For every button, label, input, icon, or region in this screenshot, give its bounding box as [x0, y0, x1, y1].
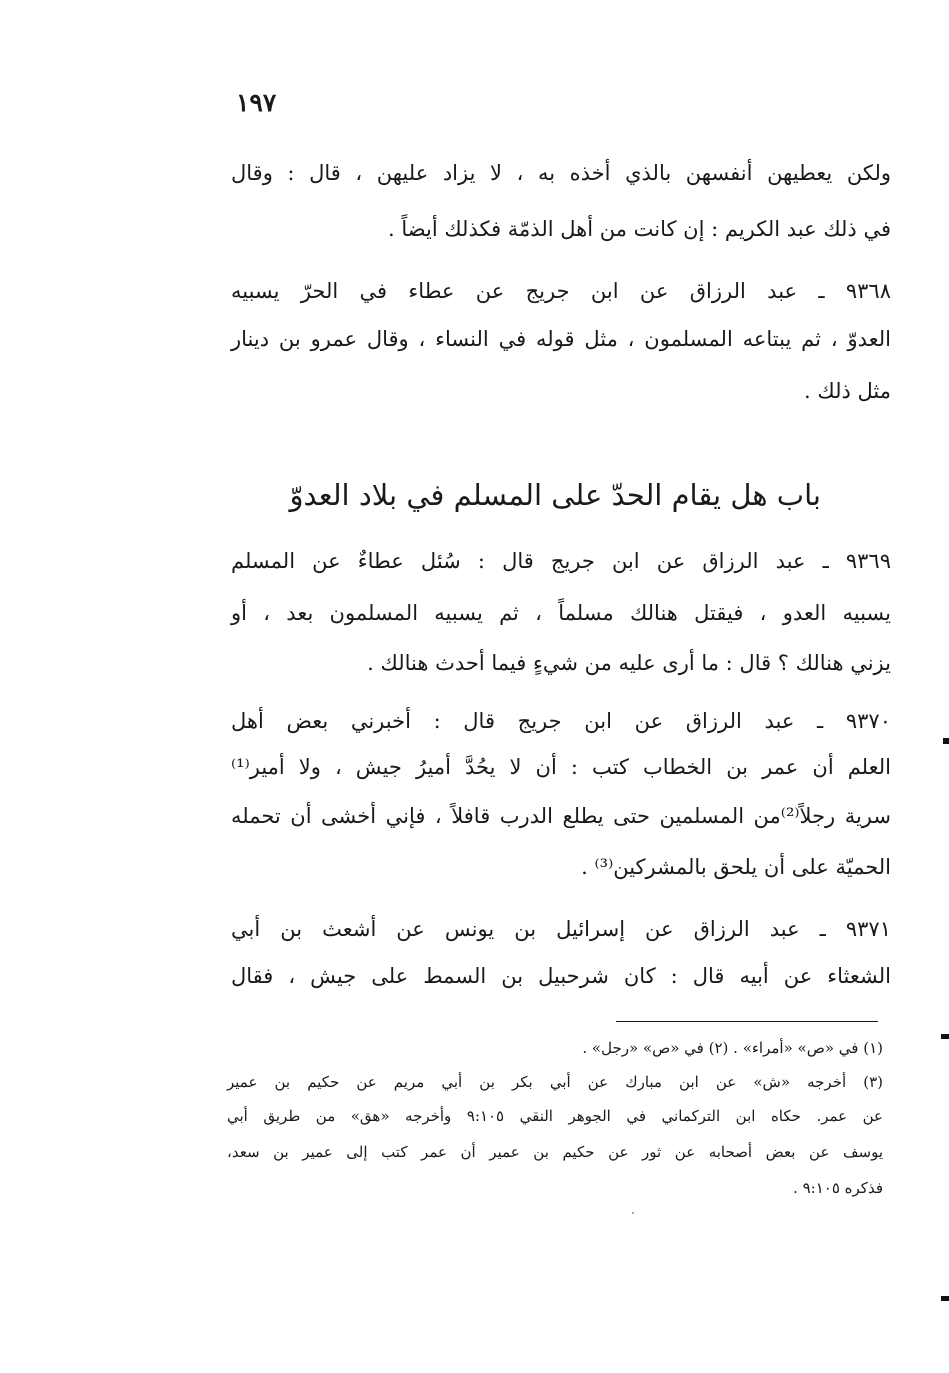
footnote-line: (٣) أخرجه «ش» عن ابن مبارك عن أبي بكر بن أبي مريم عن حكيم بن عمير	[227, 1073, 883, 1091]
text-line: الحميّة على أن يلحق بالمشركين⁽³⁾ .	[581, 855, 891, 879]
footnote-line: فذكره ٩:١٠٥ .	[793, 1179, 883, 1197]
footnote-line: عن عمر. حكاه ابن التركماني في الجوهر النقي ٩:١٠٥ وأخرجه «هق» من طريق أبي	[227, 1107, 883, 1125]
text-line: في ذلك عبد الكريم : إن كانت من أهل الذمّة فكذلك أيضاً .	[388, 217, 891, 241]
page-number: ١٩٧	[236, 88, 277, 117]
text-line: العلم أن عمر بن الخطاب كتب : أن لا يحُدَّ أميرُ جيش ، ولا أمير⁽¹⁾	[231, 755, 891, 779]
text-line: ٩٣٦٨ ـ عبد الرزاق عن ابن جريج عن عطاء في الحرّ يسبيه	[231, 279, 891, 303]
footnote-line: يوسف عن بعض أصحابه عن ثور عن حكيم بن عمير أن عمر كتب إلى عمير بن سعد،	[227, 1143, 883, 1161]
text-line: ولكن يعطيهن أنفسهن بالذي أخذه به ، لا يزاد عليهن ، قال : وقال	[231, 161, 891, 185]
footnote-line: (١) في «ص» «أمراء» . (٢) في «ص» «رجل» .	[582, 1039, 883, 1057]
text-line: مثل ذلك .	[804, 379, 891, 403]
text-line: سرية رجلاً⁽²⁾من المسلمين حتى يطلع الدرب قافلاً ، فإني أخشى أن تحمله	[231, 804, 891, 828]
text-line: يزني هنالك ؟ قال : ما أرى عليه من شيءٍ فيما أحدث هنالك .	[367, 651, 891, 675]
text-line: العدوّ ، ثم يبتاعه المسلمون ، مثل قوله في النساء ، وقال عمرو بن دينار	[231, 327, 891, 351]
footnote-separator	[616, 1021, 878, 1022]
scan-mark	[941, 1034, 949, 1039]
scan-mark	[943, 738, 949, 744]
text-line: ٩٣٧١ ـ عبد الرزاق عن إسرائيل بن يونس عن أشعث بن أبي	[231, 917, 891, 941]
text-line: ٩٣٦٩ ـ عبد الرزاق عن ابن جريج قال : سُئل عطاءٌ عن المسلم	[231, 549, 891, 573]
scan-mark	[941, 1296, 949, 1301]
text-line: الشعثاء عن أبيه قال : كان شرحبيل بن السمط على جيش ، فقال	[231, 964, 891, 988]
text-line: يسبيه العدو ، فيقتل هنالك مسلماً ، ثم يسبيه المسلمون بعد ، أو	[231, 601, 891, 625]
text-line: ٩٣٧٠ ـ عبد الرزاق عن ابن جريج قال : أخبرني بعض أهل	[231, 709, 891, 733]
chapter-heading: باب هل يقام الحدّ على المسلم في بلاد العدوّ	[289, 478, 821, 512]
scan-speck	[632, 1212, 634, 1214]
